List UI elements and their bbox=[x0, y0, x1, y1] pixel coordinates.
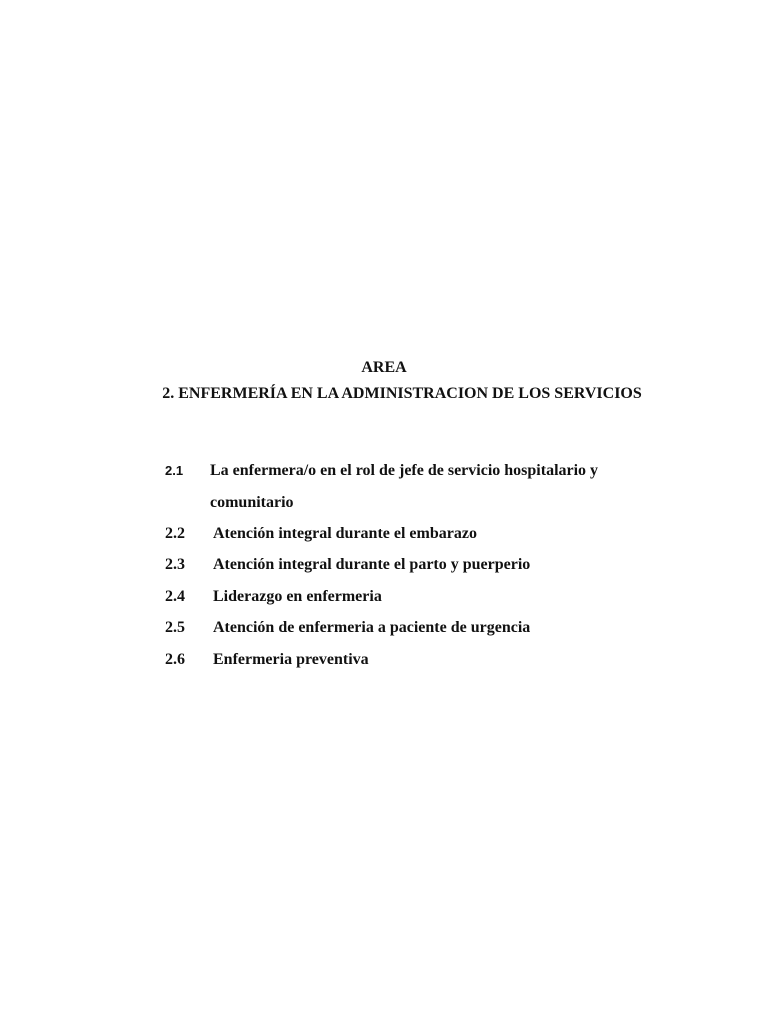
toc-item-number: 2.5 bbox=[165, 619, 185, 636]
area-heading: AREA bbox=[361, 359, 407, 376]
toc-item-number: 2.1 bbox=[165, 463, 184, 478]
toc-item-text: Enfermeria preventiva bbox=[213, 651, 369, 668]
toc-item-2-1 bbox=[0, 460, 768, 482]
section-title: 2. ENFERMERÍA EN LA ADMINISTRACION DE LOS SERVICIOS bbox=[162, 385, 642, 402]
toc-item-text: Atención de enfermeria a paciente de urgencia bbox=[213, 619, 531, 636]
toc-item-text: Atención integral durante el parto y puerperio bbox=[213, 556, 531, 573]
toc-item-number: 2.4 bbox=[165, 588, 185, 605]
toc-item-text: Atención integral durante el embarazo bbox=[213, 525, 477, 542]
toc-item-number: 2.6 bbox=[165, 651, 185, 668]
toc-item-2-5 bbox=[0, 617, 768, 639]
toc-item-2-2 bbox=[0, 523, 768, 545]
toc-item-2-6 bbox=[0, 649, 768, 671]
toc-item-number: 2.3 bbox=[165, 556, 185, 573]
toc-item-2-3 bbox=[0, 554, 768, 576]
toc-item-number: 2.2 bbox=[165, 525, 185, 542]
toc-item-2-4 bbox=[0, 586, 768, 608]
toc-item-text: Liderazgo en enfermeria bbox=[213, 588, 382, 605]
toc-item-text: La enfermera/o en el rol de jefe de servicio hospitalario y bbox=[210, 462, 599, 479]
toc-item-continuation: comunitario bbox=[210, 494, 294, 511]
